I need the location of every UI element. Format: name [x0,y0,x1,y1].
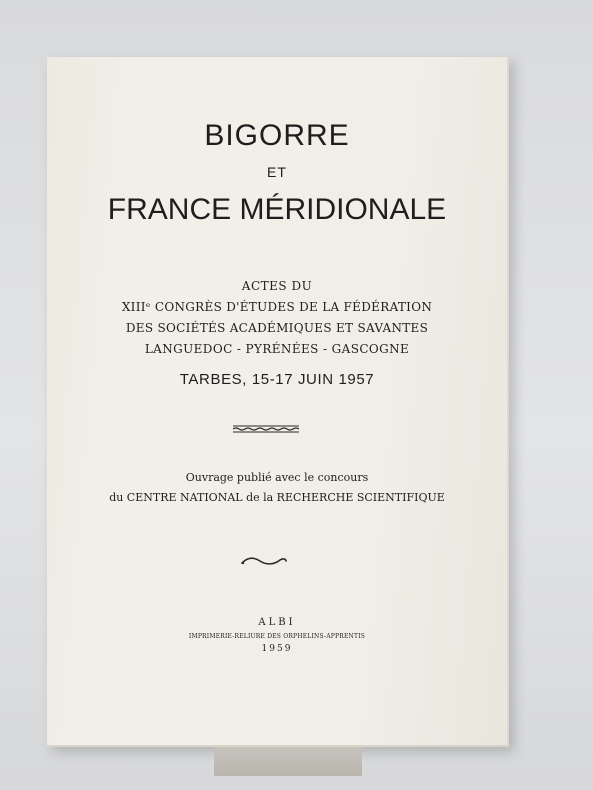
book-cover [47,57,509,747]
cover-city: ALBI [258,617,296,628]
cover-printer: IMPRIMERIE-RELIURE DES ORPHELINS-APPRENTIS [188,633,366,640]
cover-published-note: Ouvrage publié avec le concours [185,471,369,484]
cover-year: 1959 [261,644,293,654]
cover-sponsor: du CENTRE NATIONAL de la RECHERCHE SCIENTIFIQUE [109,491,445,504]
cover-societes: DES SOCIÉTÉS ACADÉMIQUES ET SAVANTES [125,321,429,335]
cover-regions: LANGUEDOC - PYRÉNÉES - GASCOGNE [144,342,410,356]
cover-title-line2: FRANCE MÉRIDIONALE [107,193,447,226]
wavy-rule-ornament-icon [233,425,299,433]
cover-title-connector: ET [267,164,287,180]
cover-location-date: TARBES, 15-17 JUIN 1957 [179,371,375,388]
cover-actes: ACTES DU [241,279,313,293]
cover-congres: XIIIᵉ CONGRÈS D'ÉTUDES DE LA FÉDÉRATION [121,300,433,314]
swash-ornament-icon [240,555,288,567]
cover-title-line1: BIGORRE [204,119,350,152]
